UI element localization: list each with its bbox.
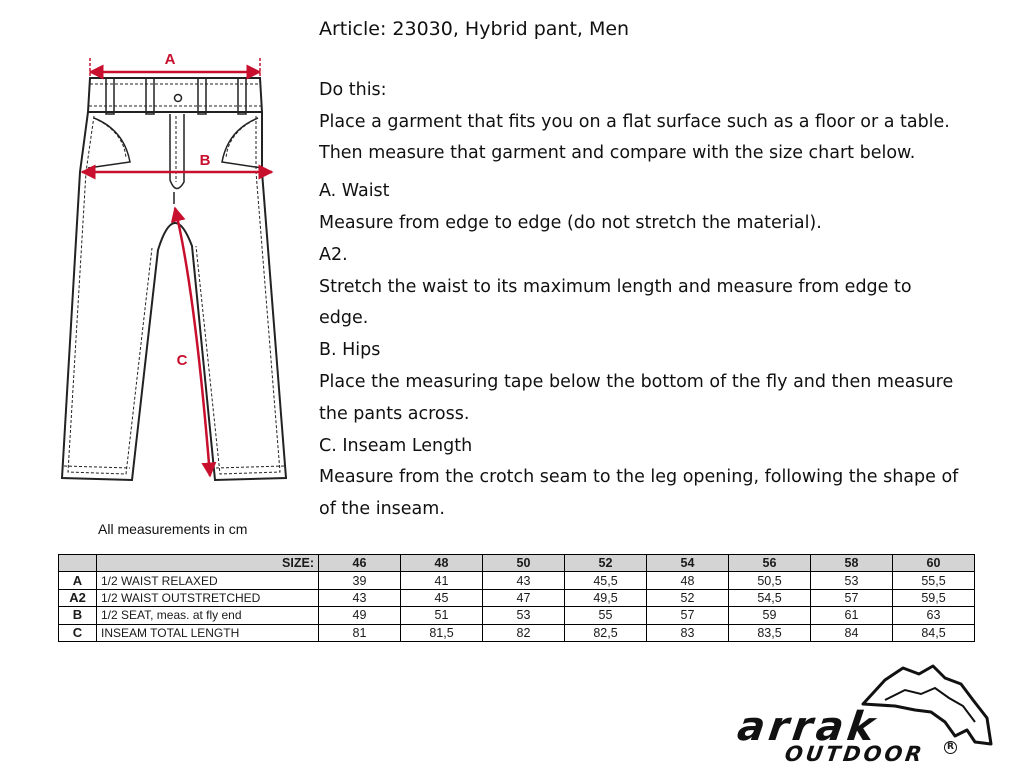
measure-value-cell: 49,5 (565, 589, 647, 606)
measure-value-cell: 45 (401, 589, 483, 606)
measure-value-cell: 51 (401, 607, 483, 624)
section-heading-a2: A2. (319, 244, 348, 265)
instruction-line: Place the measuring tape below the bottom of the fly and then measure (319, 371, 954, 392)
measure-value-cell: 57 (647, 607, 729, 624)
measure-value-cell: 52 (647, 589, 729, 606)
table-row (59, 589, 975, 606)
measure-label-b: B (199, 152, 211, 169)
measure-code-cell: C (59, 624, 97, 641)
measure-value-cell: 59 (729, 607, 811, 624)
measure-value-cell: 48 (647, 572, 729, 589)
measure-value-cell: 53 (811, 572, 893, 589)
size-cell: 54 (647, 555, 729, 572)
article-title: Article: 23030, Hybrid pant, Men (319, 18, 630, 40)
measure-label-c: C (176, 352, 188, 369)
size-label-cell: SIZE: (97, 555, 319, 572)
instruction-line: the pants across. (319, 403, 470, 424)
measure-value-cell: 84,5 (893, 624, 975, 641)
instruction-line: edge. (319, 308, 369, 329)
table-row (59, 607, 975, 624)
measure-value-cell: 55,5 (893, 572, 975, 589)
empty-cell (59, 555, 97, 572)
pants-outline (62, 78, 286, 480)
size-cell: 48 (401, 555, 483, 572)
measure-description-cell: INSEAM TOTAL LENGTH (97, 624, 319, 641)
size-cell: 60 (893, 555, 975, 572)
measure-description-cell: 1/2 WAIST RELAXED (97, 572, 319, 589)
measure-code-cell: B (59, 607, 97, 624)
measure-value-cell: 82,5 (565, 624, 647, 641)
measure-value-cell: 55 (565, 607, 647, 624)
instruction-line: Measure from edge to edge (do not stretch the material). (319, 212, 822, 233)
measure-value-cell: 50,5 (729, 572, 811, 589)
measure-value-cell: 82 (483, 624, 565, 641)
measure-value-cell: 47 (483, 589, 565, 606)
measure-value-cell: 83,5 (729, 624, 811, 641)
measure-value-cell: 43 (483, 572, 565, 589)
instruction-line: Measure from the crotch seam to the leg opening, following the shape of (319, 467, 959, 488)
measure-value-cell: 57 (811, 589, 893, 606)
instruction-line: Do this: (319, 79, 387, 100)
instruction-line: Stretch the waist to its maximum length and measure from edge to (319, 276, 912, 297)
measure-value-cell: 84 (811, 624, 893, 641)
size-chart-table (58, 554, 975, 642)
instruction-line: of the inseam. (319, 499, 445, 520)
section-heading-hips: B. Hips (319, 340, 381, 361)
measure-value-cell: 39 (319, 572, 401, 589)
measure-value-cell: 54,5 (729, 589, 811, 606)
size-cell: 56 (729, 555, 811, 572)
size-cell: 52 (565, 555, 647, 572)
instruction-line: Place a garment that fits you on a flat surface such as a floor or a table. (319, 111, 950, 132)
measure-description-cell: 1/2 SEAT, meas. at fly end (97, 607, 319, 624)
measure-value-cell: 59,5 (893, 589, 975, 606)
measure-value-cell: 83 (647, 624, 729, 641)
table-row (59, 572, 975, 589)
logo-wordmark: arrak (734, 704, 882, 750)
size-cell: 58 (811, 555, 893, 572)
wolf-head-icon (863, 666, 991, 744)
measure-value-cell: 81 (319, 624, 401, 641)
logo-subtitle: OUTDOOR (783, 742, 927, 766)
measure-value-cell: 61 (811, 607, 893, 624)
measure-code-cell: A2 (59, 589, 97, 606)
pants-measurement-diagram (50, 40, 290, 500)
measure-value-cell: 53 (483, 607, 565, 624)
registered-mark-icon: R (944, 741, 957, 754)
instruction-line: Then measure that garment and compare with the size chart below. (319, 143, 916, 164)
measure-label-a: A (164, 51, 176, 68)
table-row (59, 624, 975, 641)
section-heading-inseam: C. Inseam Length (319, 435, 473, 456)
size-header-row (59, 555, 975, 572)
measure-code-cell: A (59, 572, 97, 589)
measure-value-cell: 81,5 (401, 624, 483, 641)
measure-value-cell: 43 (319, 589, 401, 606)
measure-value-cell: 41 (401, 572, 483, 589)
measure-description-cell: 1/2 WAIST OUTSTRETCHED (97, 589, 319, 606)
measure-value-cell: 49 (319, 607, 401, 624)
section-heading-waist: A. Waist (319, 181, 390, 202)
size-cell: 46 (319, 555, 401, 572)
measure-value-cell: 45,5 (565, 572, 647, 589)
measure-value-cell: 63 (893, 607, 975, 624)
units-note: All measurements in cm (98, 521, 248, 537)
size-cell: 50 (483, 555, 565, 572)
instructions-block (319, 14, 1009, 526)
